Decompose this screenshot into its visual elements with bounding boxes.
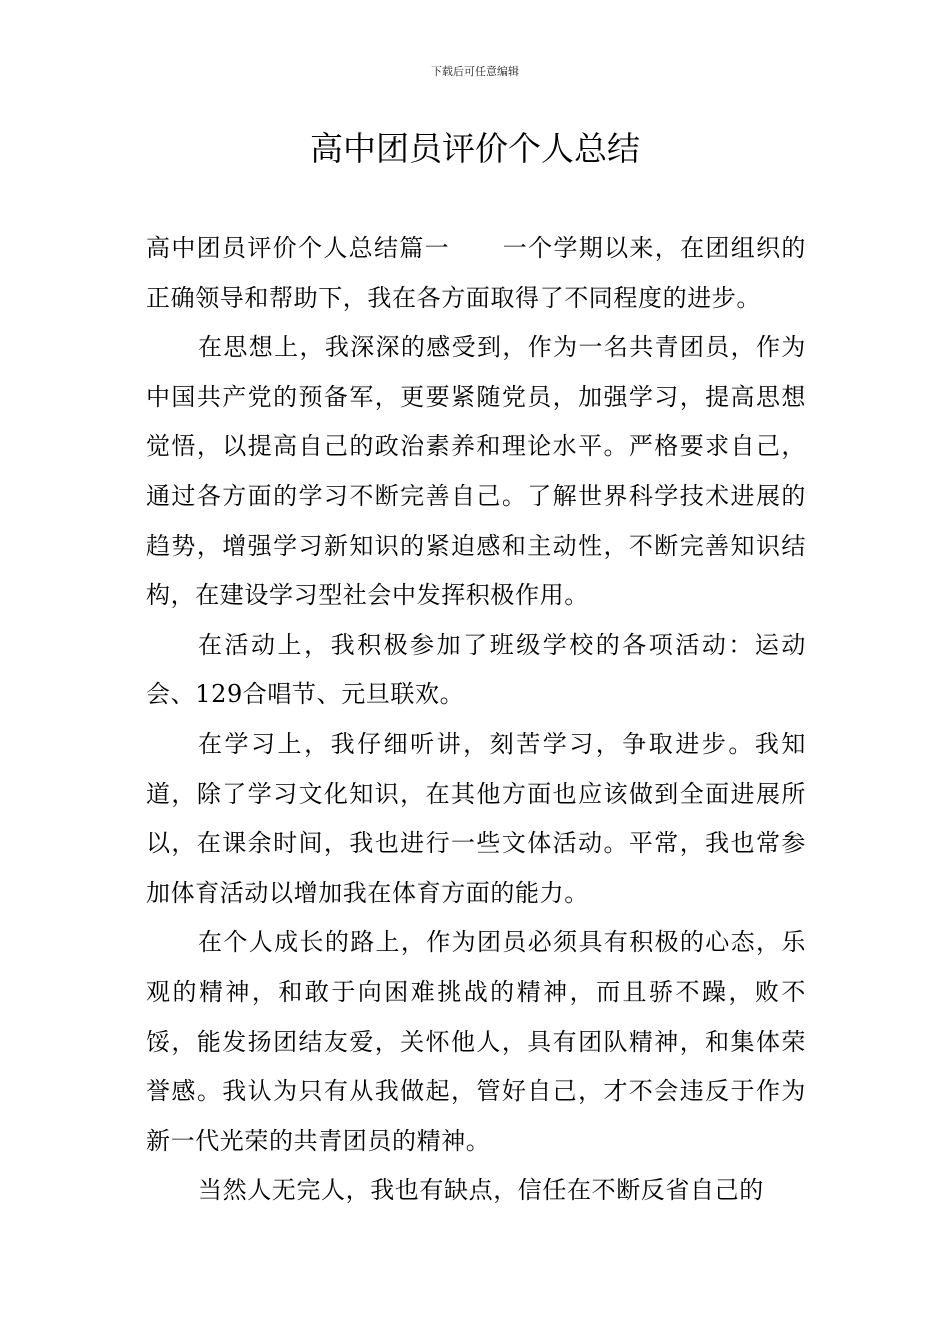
paragraph-activities: 在活动上，我积极参加了班级学校的各项活动：运动会、129合唱节、元旦联欢。 — [146, 630, 806, 709]
opening-text: 一个学期以来，在团组织的正确领导和帮助下，我在各方面取得了不同程度的进步。 — [146, 234, 806, 312]
paragraph-study: 在学习上，我仔细听讲，刻苦学习，争取进步。我知道，除了学习文化知识，在其他方面也应该做到全面进展所以，在课余时间，我也进行一些文体活动。平常，我也常参加体育活动以增加我在体育方面的能力。 — [146, 729, 806, 907]
header-note: 下载后可任意编辑 — [431, 65, 519, 78]
paragraph-thought: 在思想上，我深深的感受到，作为一名共青团员，作为中国共产党的预备军，更要紧随党员，加强学习，提高思想觉悟，以提高自己的政治素养和理论水平。严格要求自己，通过各方面的学习不断完善自己。了解世界科学技术进展的趋势，增强学习新知识的紧迫感和主动性，不断完善知识结构，在建设学习型社会中发挥积极作用。 — [146, 333, 806, 610]
opening-paragraph — [146, 224, 806, 323]
document-title: 高中团员评价个人总结 — [310, 129, 640, 168]
paragraph-shortcomings: 当然人无完人，我也有缺点，信任在不断反省自己的 — [198, 1176, 764, 1205]
opening-lead: 高中团员评价个人总结篇一 — [146, 234, 450, 262]
document-body — [146, 224, 806, 1216]
paragraph-growth: 在个人成长的路上，作为团员必须具有积极的心态，乐观的精神，和敢于向困难挑战的精神，而且骄不躁，败不馁，能发扬团结友爱，关怀他人，具有团队精神，和集体荣誉感。我认为只有从我做起，管好自己，才不会违反于作为新一代光荣的共青团员的精神。 — [146, 928, 806, 1155]
